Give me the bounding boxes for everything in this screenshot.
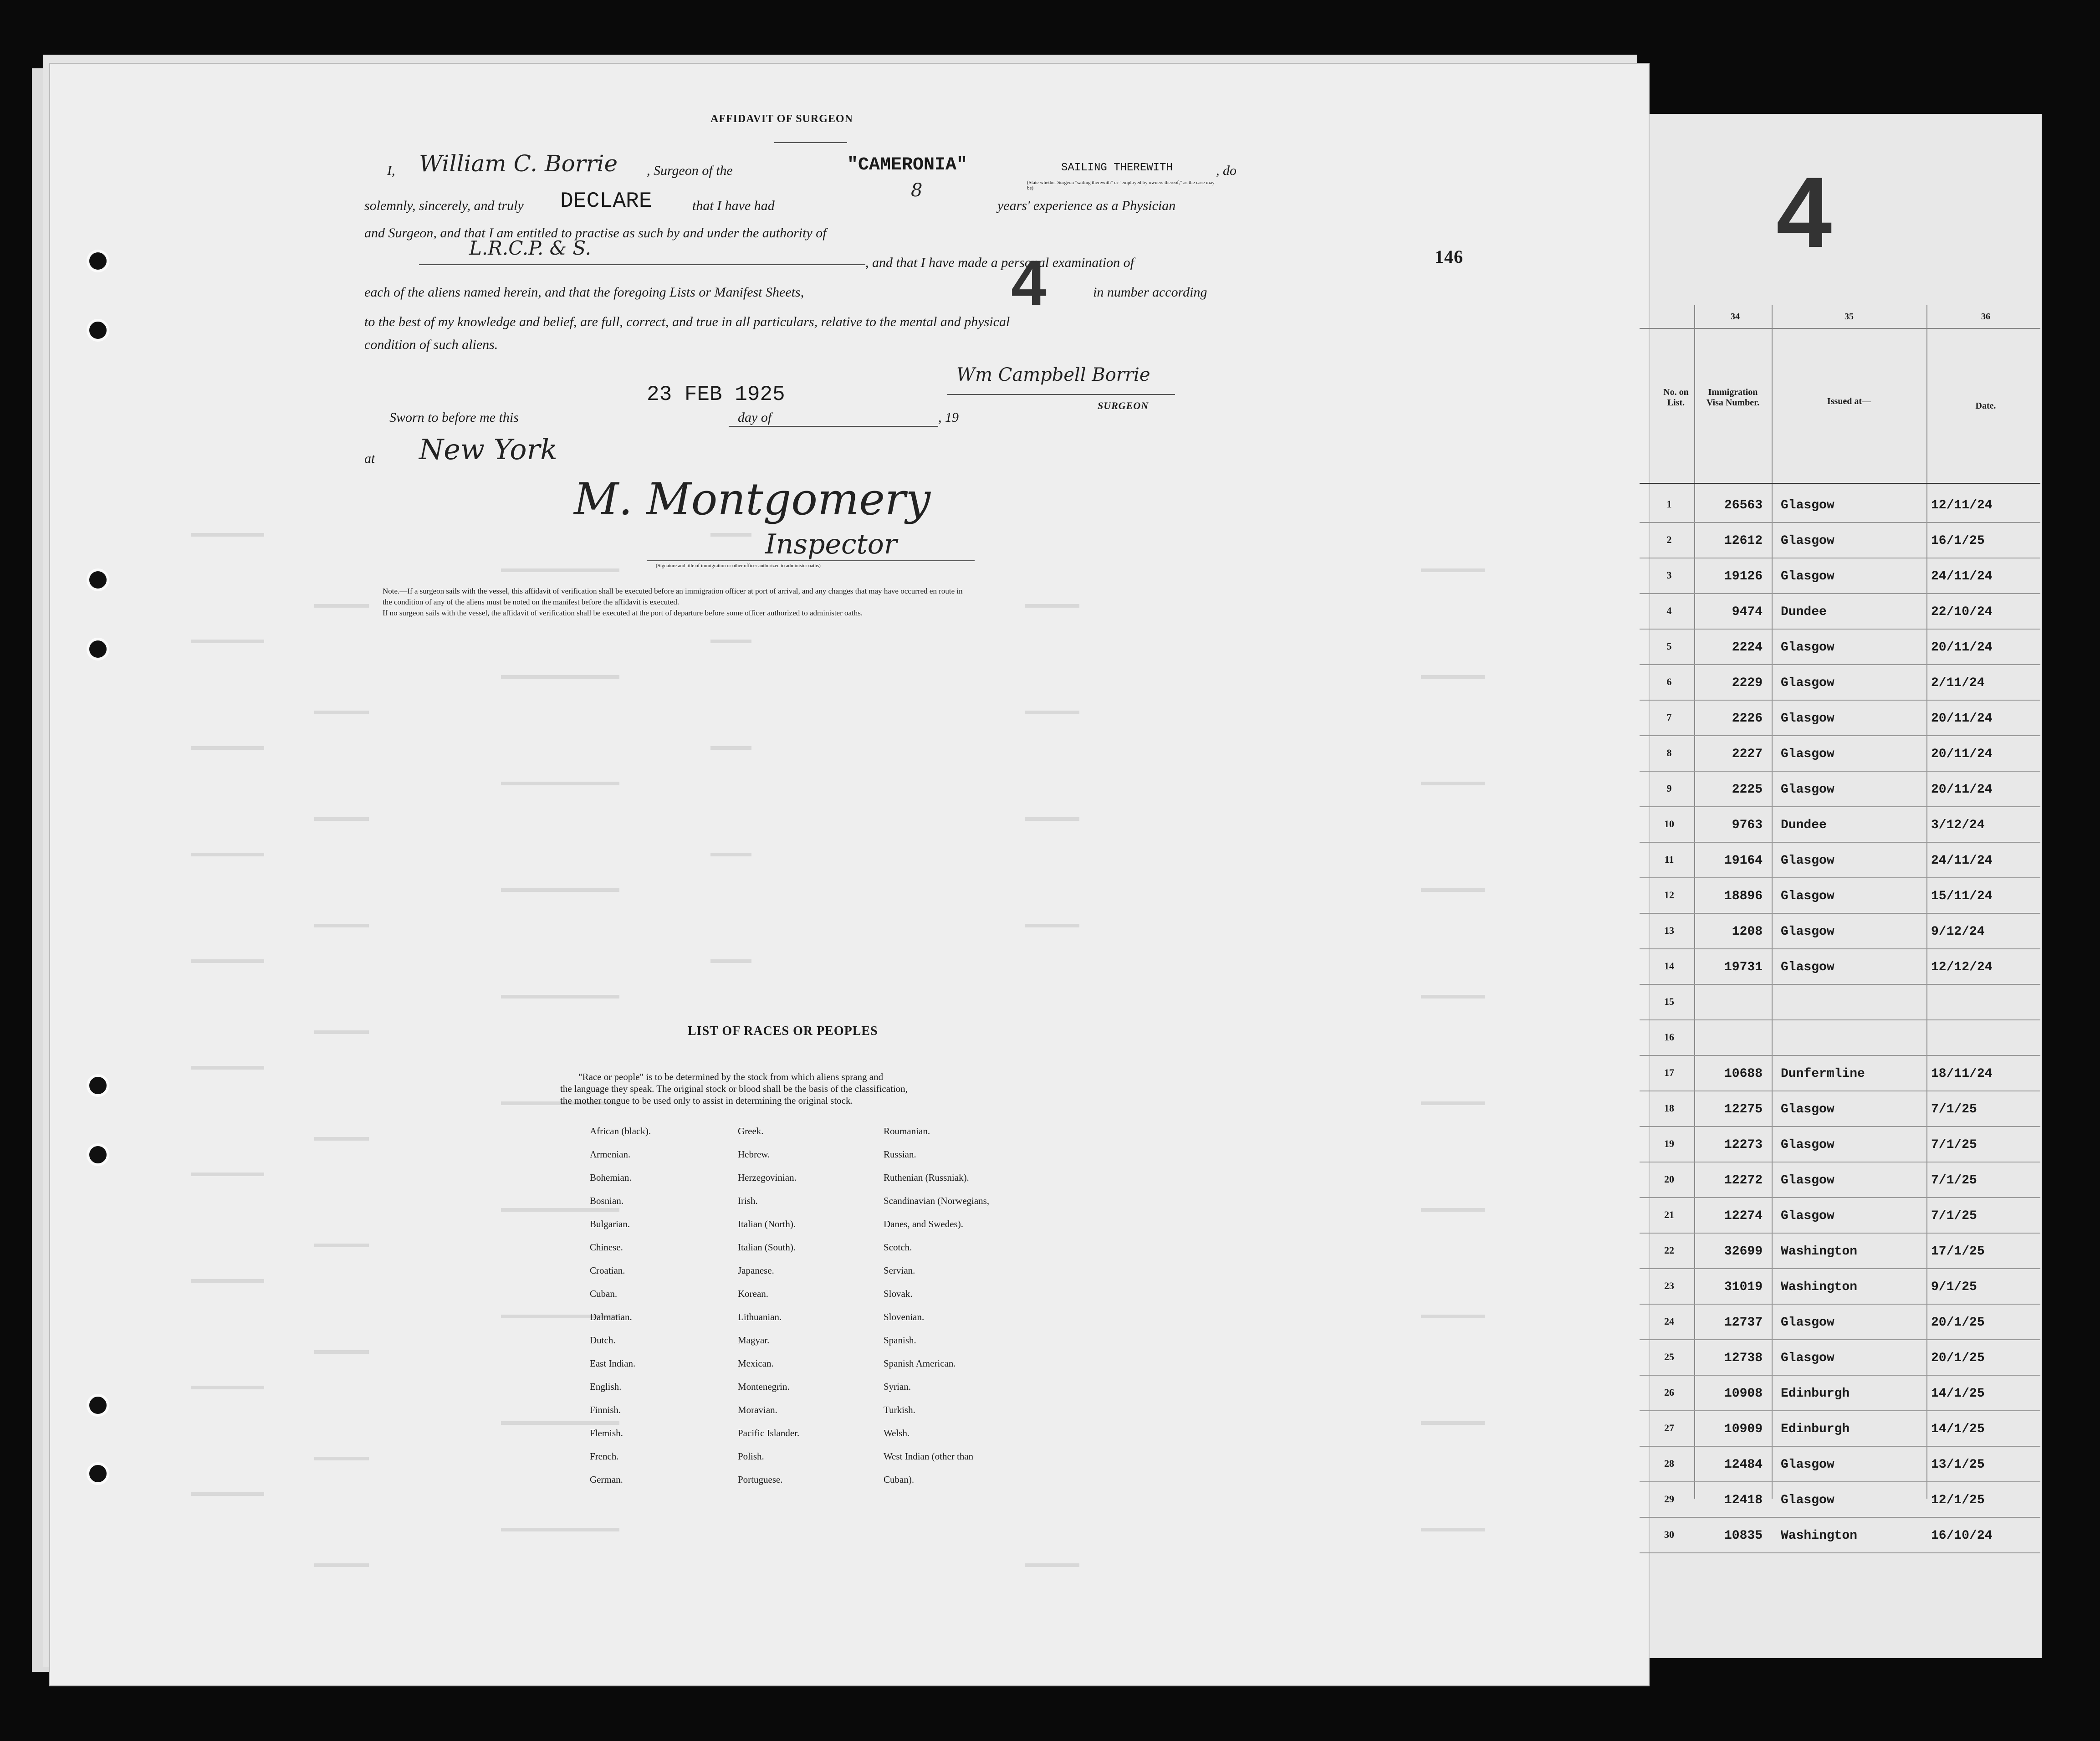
issue-date: 20/11/24 <box>1931 783 1993 797</box>
row-number: 7 <box>1666 712 1672 723</box>
issue-date: 12/11/24 <box>1931 498 1993 512</box>
race-entry: Hebrew. <box>738 1149 770 1160</box>
issue-date: 18/11/24 <box>1931 1067 1993 1081</box>
race-entry: Flemish. <box>590 1428 623 1439</box>
issue-date: 24/11/24 <box>1931 854 1993 868</box>
race-entry: Cuban. <box>590 1288 618 1299</box>
row-number: 1 <box>1666 498 1672 510</box>
visa-number: 18896 <box>1724 889 1763 903</box>
issue-date: 20/11/24 <box>1931 712 1993 726</box>
visa-row <box>1640 843 2040 878</box>
visa-number: 12612 <box>1724 534 1763 548</box>
declare-stamp: DECLARE <box>560 189 652 214</box>
race-entry: Portuguese. <box>738 1474 783 1485</box>
visa-number: 19164 <box>1724 854 1763 868</box>
visa-number: 26563 <box>1724 498 1763 512</box>
issued-at: Edinburgh <box>1781 1422 1850 1436</box>
issued-at: Glasgow <box>1781 1493 1834 1507</box>
issue-date: 2/11/24 <box>1931 676 1985 690</box>
visa-number: 9474 <box>1732 605 1763 619</box>
visa-row <box>1640 1447 2040 1482</box>
note-line: If no surgeon sails with the vessel, the affidavit of verification shall be executed at the port of departure before some officer authorized to administer oaths. <box>383 609 863 617</box>
affidavit-text: , Surgeon of the <box>647 163 733 178</box>
visa-row <box>1640 1198 2040 1234</box>
race-entry: Armenian. <box>590 1149 631 1160</box>
issued-at: Glasgow <box>1781 925 1834 939</box>
row-number: 5 <box>1666 640 1672 652</box>
visa-number: 2224 <box>1732 640 1763 655</box>
visa-row <box>1640 523 2040 558</box>
row-number: 21 <box>1664 1209 1674 1220</box>
header-date: Date. <box>1975 401 1996 411</box>
visa-row <box>1640 914 2040 949</box>
sailing-stamp: SAILING THEREWITH <box>1061 162 1173 174</box>
row-number: 4 <box>1666 605 1672 616</box>
visa-number: 9763 <box>1732 818 1763 832</box>
years-experience: 8 <box>911 180 923 201</box>
race-entry: Turkish. <box>884 1404 915 1415</box>
race-entry: Bohemian. <box>590 1172 632 1183</box>
visa-number: 10835 <box>1724 1529 1763 1543</box>
issued-at: Glasgow <box>1781 712 1834 726</box>
visa-row <box>1640 1376 2040 1411</box>
visa-row <box>1640 558 2040 594</box>
race-entry: Japanese. <box>738 1265 774 1276</box>
issued-at: Glasgow <box>1781 960 1834 974</box>
row-number: 30 <box>1664 1529 1674 1540</box>
visa-row <box>1640 878 2040 914</box>
vessel-name: "CAMERONIA" <box>847 155 968 175</box>
visa-number: 12272 <box>1724 1173 1763 1188</box>
visa-number: 32699 <box>1724 1244 1763 1259</box>
race-entry: Slovenian. <box>884 1311 925 1322</box>
issue-date: 7/1/25 <box>1931 1138 1977 1152</box>
officer-signature: M. Montgomery <box>574 474 931 525</box>
row-number: 19 <box>1664 1138 1674 1149</box>
issue-date: 14/1/25 <box>1931 1422 1985 1436</box>
race-entry: Dutch. <box>590 1335 616 1346</box>
affidavit-text: to the best of my knowledge and belief, are full, correct, and true in all particulars, relative to the mental and physical <box>364 314 1010 329</box>
issued-at: Glasgow <box>1781 676 1834 690</box>
issue-date: 9/12/24 <box>1931 925 1985 939</box>
issued-at: Washington <box>1781 1280 1858 1294</box>
visa-row <box>1640 1482 2040 1518</box>
affidavit-text: in number according <box>1093 285 1207 300</box>
issued-at: Glasgow <box>1781 534 1834 548</box>
row-number: 3 <box>1666 569 1672 581</box>
issue-date: 3/12/24 <box>1931 818 1985 832</box>
race-entry: Scotch. <box>884 1242 912 1253</box>
issue-date: 20/1/25 <box>1931 1351 1985 1365</box>
issued-at: Edinburgh <box>1781 1387 1850 1401</box>
note-line: Note.—If a surgeon sails with the vessel, this affidavit of verification shall be executed before an immigration officer at port of arrival, and any changes that may have occurred en route in <box>383 587 963 595</box>
race-entry: Bosnian. <box>590 1195 624 1206</box>
visa-row <box>1640 1518 2040 1553</box>
visa-number: 2229 <box>1732 676 1763 690</box>
issued-at: Glasgow <box>1781 1209 1834 1223</box>
row-number: 13 <box>1664 925 1674 936</box>
row-number: 29 <box>1664 1493 1674 1505</box>
visa-number: 12484 <box>1724 1458 1763 1472</box>
visa-number: 12273 <box>1724 1138 1763 1152</box>
race-entry: Finnish. <box>590 1404 621 1415</box>
race-entry: Spanish. <box>884 1335 916 1346</box>
visa-row <box>1640 736 2040 772</box>
officer-caption: (Signature and title of immigration or other officer authorized to administer oaths) <box>656 563 821 568</box>
row-number: 24 <box>1664 1316 1674 1327</box>
race-entry: Italian (South). <box>738 1242 796 1253</box>
race-entry: Slovak. <box>884 1288 913 1299</box>
issue-date: 12/1/25 <box>1931 1493 1985 1507</box>
issue-date: 17/1/25 <box>1931 1244 1985 1259</box>
sheets-count: 4 <box>1011 247 1047 318</box>
visa-number: 10688 <box>1724 1067 1763 1081</box>
row-number: 20 <box>1664 1173 1674 1185</box>
race-entry: Russian. <box>884 1149 916 1160</box>
races-heading: LIST OF RACES OR PEOPLES <box>688 1024 878 1038</box>
races-column <box>884 1120 989 1491</box>
issue-date: 9/1/25 <box>1931 1280 1977 1294</box>
issued-at: Dundee <box>1781 818 1827 832</box>
row-number: 16 <box>1664 1031 1674 1043</box>
row-number: 25 <box>1664 1351 1674 1362</box>
race-entry: Bulgarian. <box>590 1219 630 1229</box>
visa-row <box>1640 807 2040 843</box>
affidavit-text: that I have had <box>692 198 775 213</box>
race-entry: Irish. <box>738 1195 758 1206</box>
race-entry: Danes, and Swedes). <box>884 1219 963 1229</box>
officer-title: Inspector <box>765 528 897 560</box>
visa-number: 2226 <box>1732 712 1763 726</box>
issue-date: 15/11/24 <box>1931 889 1993 903</box>
race-entry: West Indian (other than <box>884 1451 974 1462</box>
affidavit-text: and Surgeon, and that I am entitled to practise as such by and under the authority of <box>364 225 827 241</box>
issue-date: 13/1/25 <box>1931 1458 1985 1472</box>
issued-at: Washington <box>1781 1244 1858 1259</box>
races-intro: "Race or people" is to be determined by the stock from which aliens sprang and <box>578 1071 884 1082</box>
binder-hole <box>87 1394 109 1417</box>
binder-hole <box>87 1074 109 1097</box>
row-number: 17 <box>1664 1067 1674 1078</box>
authority: L.R.C.P. & S. <box>469 237 592 259</box>
row-number: 15 <box>1664 996 1674 1007</box>
issue-date: 7/1/25 <box>1931 1173 1977 1188</box>
race-entry: Croatian. <box>590 1265 625 1276</box>
race-entry: Chinese. <box>590 1242 623 1253</box>
row-number: 27 <box>1664 1422 1674 1434</box>
row-number: 10 <box>1664 818 1674 830</box>
races-column <box>590 1120 651 1491</box>
issue-date: 20/11/24 <box>1931 747 1993 761</box>
visa-row <box>1640 1091 2040 1127</box>
issued-at: Dundee <box>1781 605 1827 619</box>
visa-number: 19731 <box>1724 960 1763 974</box>
issued-at: Washington <box>1781 1529 1858 1543</box>
issue-date: 16/10/24 <box>1931 1529 1993 1543</box>
races-intro: the language they speak. The original stock or blood shall be the basis of the classification, <box>560 1083 908 1094</box>
race-entry: Polish. <box>738 1451 764 1462</box>
visa-row <box>1640 665 2040 701</box>
visa-number: 12274 <box>1724 1209 1763 1223</box>
issued-at: Glasgow <box>1781 1458 1834 1472</box>
visa-number: 31019 <box>1724 1280 1763 1294</box>
issue-date: 24/11/24 <box>1931 569 1993 584</box>
manifest-page <box>50 64 1649 1685</box>
row-number: 9 <box>1666 783 1672 794</box>
row-number: 23 <box>1664 1280 1674 1291</box>
affidavit-text: solemnly, sincerely, and truly <box>364 198 524 213</box>
issued-at: Glasgow <box>1781 747 1834 761</box>
race-entry: East Indian. <box>590 1358 636 1369</box>
issued-at: Glasgow <box>1781 854 1834 868</box>
affidavit-heading: AFFIDAVIT OF SURGEON <box>710 113 853 125</box>
race-entry: Pacific Islander. <box>738 1428 800 1439</box>
issued-at: Glasgow <box>1781 1138 1834 1152</box>
race-entry: Spanish American. <box>884 1358 956 1369</box>
issued-at: Glasgow <box>1781 1316 1834 1330</box>
issued-at: Glasgow <box>1781 889 1834 903</box>
affidavit-text: each of the aliens named herein, and that the foregoing Lists or Manifest Sheets, <box>364 285 804 300</box>
issue-date: 22/10/24 <box>1931 605 1993 619</box>
races-column <box>738 1120 799 1491</box>
issue-date: 7/1/25 <box>1931 1209 1977 1223</box>
surgeon-signature: Wm Campbell Borrie <box>956 364 1150 385</box>
affidavit-text: at <box>364 451 375 466</box>
issued-at: Glasgow <box>1781 1351 1834 1365</box>
race-entry: Greek. <box>738 1126 764 1137</box>
race-entry: Welsh. <box>884 1428 910 1439</box>
issued-at: Glasgow <box>1781 569 1834 584</box>
row-number: 6 <box>1666 676 1672 687</box>
visa-row <box>1640 701 2040 736</box>
race-entry: Mexican. <box>738 1358 774 1369</box>
row-number: 14 <box>1664 960 1674 972</box>
visa-number: 2227 <box>1732 747 1763 761</box>
visa-number: 12737 <box>1724 1316 1763 1330</box>
race-entry: Moravian. <box>738 1404 777 1415</box>
issue-date: 16/1/25 <box>1931 534 1985 548</box>
binder-hole <box>87 1462 109 1485</box>
affidavit-text: condition of such aliens. <box>364 337 498 352</box>
affidavit-text: years' experience as a Physician <box>997 198 1176 213</box>
visa-row <box>1640 1305 2040 1340</box>
visa-number: 2225 <box>1732 783 1763 797</box>
header-issued-at: Issued at— <box>1827 396 1871 406</box>
sworn-date: 23 FEB 1925 <box>647 383 785 406</box>
race-entry: Magyar. <box>738 1335 770 1346</box>
affidavit-text: , and that I have made a personal examination of <box>865 255 1134 270</box>
note-line: the condition of any of the aliens must be noted on the manifest before the affidavit is executed. <box>383 598 680 606</box>
row-number: 26 <box>1664 1387 1674 1398</box>
issue-date: 20/11/24 <box>1931 640 1993 655</box>
visa-row <box>1640 594 2040 630</box>
row-number: 22 <box>1664 1244 1674 1256</box>
race-entry: Korean. <box>738 1288 769 1299</box>
race-entry: Montenegrin. <box>738 1381 790 1392</box>
visa-number: 10909 <box>1724 1422 1763 1436</box>
race-entry: Herzegovinian. <box>738 1172 797 1183</box>
race-entry: Ruthenian (Russniak). <box>884 1172 969 1183</box>
race-entry: Syrian. <box>884 1381 911 1392</box>
visa-number: 1208 <box>1732 925 1763 939</box>
visa-row <box>1640 1162 2040 1198</box>
header-visa-number: Immigration Visa Number. <box>1706 387 1760 408</box>
race-entry: African (black). <box>590 1126 651 1137</box>
races-intro: the mother tongue to be used only to assist in determining the original stock. <box>560 1095 853 1106</box>
race-entry: Italian (North). <box>738 1219 796 1229</box>
issued-at: Glasgow <box>1781 1102 1834 1116</box>
race-entry: French. <box>590 1451 619 1462</box>
sheet-number: 4 <box>1776 156 1832 268</box>
affidavit-text: Sworn to before me this <box>389 410 519 425</box>
visa-number: 12418 <box>1724 1493 1763 1507</box>
column-number: 35 <box>1845 312 1854 322</box>
visa-number: 12738 <box>1724 1351 1763 1365</box>
issued-at: Dunfermline <box>1781 1067 1865 1081</box>
race-entry: Dalmatian. <box>590 1311 632 1322</box>
page-number: 146 <box>1435 246 1463 267</box>
visa-row <box>1640 985 2040 1020</box>
affidavit-text: , do <box>1216 163 1236 178</box>
visa-row <box>1640 1234 2040 1269</box>
binder-hole <box>87 568 109 591</box>
affidavit-text: day of <box>738 410 772 425</box>
race-entry: Roumanian. <box>884 1126 930 1137</box>
race-entry: Lithuanian. <box>738 1311 782 1322</box>
visa-number: 19126 <box>1724 569 1763 584</box>
row-number: 28 <box>1664 1458 1674 1469</box>
visa-row <box>1640 1340 2040 1376</box>
binder-hole <box>87 319 109 342</box>
surgeon-name: William C. Borrie <box>419 150 618 177</box>
issue-date: 7/1/25 <box>1931 1102 1977 1116</box>
visa-row <box>1640 1020 2040 1056</box>
race-entry: German. <box>590 1474 623 1485</box>
race-entry: Scandinavian (Norwegians, <box>884 1195 990 1206</box>
issued-at: Glasgow <box>1781 783 1834 797</box>
binder-hole <box>87 1143 109 1166</box>
row-number: 8 <box>1666 747 1672 758</box>
visa-number: 12275 <box>1724 1102 1763 1116</box>
visa-row <box>1640 1269 2040 1305</box>
row-number: 12 <box>1664 889 1674 901</box>
visa-row <box>1640 487 2040 523</box>
issued-at: Glasgow <box>1781 640 1834 655</box>
visa-row <box>1640 630 2040 665</box>
visa-row <box>1640 949 2040 985</box>
visa-row <box>1640 1411 2040 1447</box>
column-number: 34 <box>1731 312 1740 322</box>
row-number: 11 <box>1664 854 1674 865</box>
issue-date: 12/12/24 <box>1931 960 1993 974</box>
row-number: 2 <box>1666 534 1672 545</box>
visa-row <box>1640 772 2040 807</box>
issued-at: Glasgow <box>1781 498 1834 512</box>
row-number: 18 <box>1664 1102 1674 1114</box>
binder-hole <box>87 250 109 272</box>
race-entry: English. <box>590 1381 622 1392</box>
race-entry: Servian. <box>884 1265 915 1276</box>
sailing-note: (State whether Surgeon "sailing therewith" or "employed by owners thereof," as the case may be) <box>1027 180 1215 191</box>
sworn-place: New York <box>419 433 557 466</box>
issue-date: 20/1/25 <box>1931 1316 1985 1330</box>
binder-hole <box>87 638 109 661</box>
race-entry: Cuban). <box>884 1474 915 1485</box>
visa-number: 10908 <box>1724 1387 1763 1401</box>
visa-row <box>1640 1127 2040 1162</box>
header-no-on-list: No. on List. <box>1663 387 1689 408</box>
issue-date: 14/1/25 <box>1931 1387 1985 1401</box>
affidavit-text: , 19 <box>938 410 959 425</box>
issued-at: Glasgow <box>1781 1173 1834 1188</box>
column-number: 36 <box>1981 312 1990 322</box>
surgeon-label: SURGEON <box>1098 400 1149 411</box>
affidavit-text: I, <box>387 163 395 178</box>
visa-row <box>1640 1056 2040 1091</box>
